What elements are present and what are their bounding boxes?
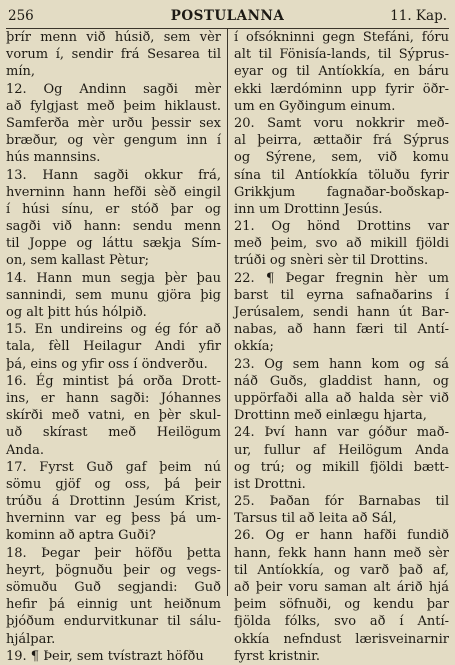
text-line: og trú; og mikill fjöldi bætt-	[234, 459, 449, 475]
text-line: ur, fullur af Heilögum Anda	[234, 442, 449, 458]
text-line: að þeir voru saman alt árið hjá	[234, 580, 449, 595]
text-line: ekki lærdóminn upp fyrir öðr-	[234, 81, 449, 97]
text-line: 20. Samt voru nokkrir með-	[234, 115, 449, 131]
text-line: bræður, og vèr gengum inn í	[6, 133, 221, 149]
text-line: ins, er hann sagði: Jóhannes	[6, 390, 221, 406]
text-line: þjóðum endurvitkunar til sálu-	[6, 614, 221, 630]
text-line: þeim söfnuði, og kendu þar	[234, 597, 449, 613]
text-line: uð skírast með Heilögum	[6, 425, 221, 441]
text-line: uppörfaði alla að halda sèr við	[234, 390, 449, 406]
text-line: inn um Drottinn Jesús.	[234, 201, 383, 217]
text-line: hjálpar.	[6, 631, 56, 647]
text-line: mín,	[6, 64, 35, 80]
text-line: 26. Og er hann hafði fundið	[234, 528, 449, 544]
text-line: 14. Hann mun segja þèr þau	[6, 270, 221, 286]
text-line: náð Guðs, gladdist hann, og	[234, 373, 449, 389]
left-column	[6, 29, 227, 664]
text-line: og alt þitt hús hólpið.	[6, 305, 147, 320]
text-line: 18. Þegar þeir höfðu þetta	[6, 545, 221, 561]
text-line: al þeirra, ættaðir frá Sýprus	[234, 133, 449, 149]
text-line: 24. Því hann var góður mað-	[234, 425, 449, 441]
text-line: sína til Antíokkía töluðu fyrir	[234, 167, 449, 183]
text-line: 25. Þaðan fór Barnabas til	[234, 494, 449, 510]
text-line: okkía nefndust lærisveinarnir	[234, 631, 449, 647]
text-line: heyrt, þögnuðu þeir og vegs-	[6, 562, 221, 578]
text-line: hverninn hann hefði sèð eingil	[6, 184, 221, 200]
text-line: alt til Fönisía-lands, til Sýprus-	[234, 47, 449, 63]
text-line: hefir þá einnig unt heiðnum	[6, 597, 221, 613]
text-line: Tarsus til að leita að Sál,	[234, 511, 397, 527]
text-line: að fylgjast með þeim hiklaust.	[6, 98, 221, 114]
text-line: 16. Ég mintist þá orða Drott-	[6, 373, 221, 389]
text-line: í húsi sínu, er stóð þar og	[6, 201, 221, 217]
text-line: okkía;	[234, 339, 274, 355]
text-line: 21. Og hönd Drottins var	[234, 219, 449, 235]
text-line: hann, fekk hann hann með sèr	[234, 545, 449, 561]
text-line: hverninn var eg þess þá um-	[6, 511, 221, 527]
text-line: í ofsókninni gegn Stefáni, fóru	[234, 30, 449, 45]
chapter-label: 11. Kap.	[390, 8, 447, 24]
text-line: 22. ¶ Þegar fregnin hèr um	[234, 270, 449, 286]
running-header	[6, 6, 449, 29]
page-number: 256	[8, 8, 34, 24]
text-line: með þeim, svo að mikill fjöldi	[234, 236, 449, 252]
running-title: POSTULANNA	[170, 8, 285, 24]
text-line: trúði og snèri sèr til Drottins.	[234, 253, 429, 269]
text-line: 23. Og sem hann kom og sá	[234, 356, 449, 372]
text-line: til Joppe og láttu sækja Sím-	[6, 236, 221, 252]
text-line: 17. Fyrst Guð gaf þeim nú	[6, 459, 221, 475]
text-line: fjölda fólks, svo að í Antí-	[234, 614, 449, 630]
text-line: barst til eyrna safnaðarins í	[234, 287, 449, 303]
text-line: 13. Hann sagði okkur frá,	[6, 167, 221, 183]
text-line: til Antíokkía, og varð það af,	[234, 562, 449, 578]
text-line: Anda.	[6, 442, 44, 458]
text-line: Jerúsalem, sendi hann út Bar-	[234, 305, 449, 320]
right-column	[228, 29, 449, 664]
text-line: sömuðu Guð segjandi: Guð	[6, 580, 221, 595]
text-line: 15. En undireins og ég fór að	[6, 322, 221, 338]
text-line: hús mannsins.	[6, 150, 101, 166]
text-line: sannindi, sem munu gjöra þig	[6, 287, 221, 303]
text-line: ist Drottni.	[234, 476, 306, 492]
text-line: þrír menn við húsið, sem vèr	[6, 30, 221, 45]
text-line: og Sýrene, sem, við komu	[234, 150, 449, 166]
text-line: Samferða mèr urðu þessir sex	[6, 115, 221, 131]
text-line: fyrst kristnir.	[234, 648, 320, 664]
text-line: on, sem kallast Pètur;	[6, 253, 150, 269]
text-line: vorum í, sendir frá Sesarea til	[6, 47, 221, 63]
text-line: Grikkjum fagnaðar-boðskap-	[234, 184, 449, 200]
text-line: eyar og til Antíokkía, en báru	[234, 64, 449, 80]
text-line: Drottinn með einlægu hjarta,	[234, 408, 427, 424]
text-line: 12. Og Andinn sagði mèr	[6, 81, 221, 97]
text-line: trúðu á Drottinn Jesúm Krist,	[6, 494, 221, 510]
text-line: kominn að aptra Guði?	[6, 528, 156, 544]
text-line: þá, eins og yfir oss í öndverðu.	[6, 356, 208, 372]
text-line: tala, fèll Heilagur Andi yfir	[6, 339, 221, 355]
text-columns	[6, 29, 449, 664]
text-line: sagði við hann: sendu menn	[6, 219, 221, 235]
text-line: um en Gyðingum einum.	[234, 98, 396, 114]
text-line: nabas, að hann færi til Antí-	[234, 322, 449, 338]
text-line: 19. ¶ Þeir, sem tvístrazt höfðu	[6, 648, 204, 664]
text-line: skírði með vatni, en þèr skul-	[6, 408, 221, 424]
text-line: sömu gjöf og oss, þá þeir	[6, 476, 221, 492]
